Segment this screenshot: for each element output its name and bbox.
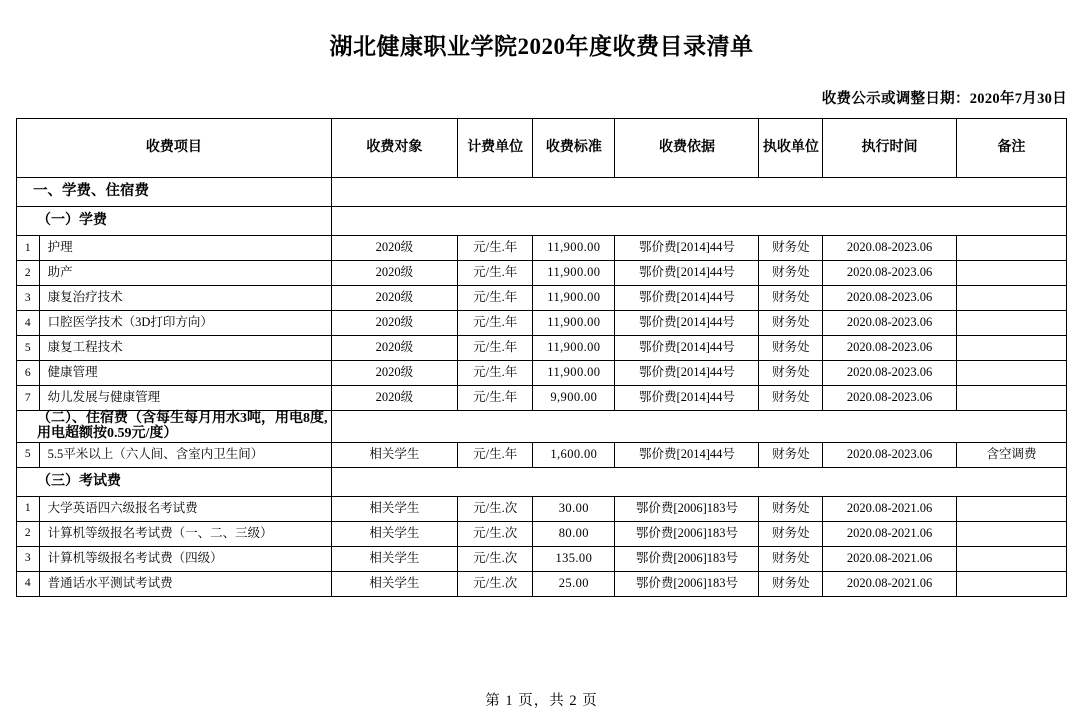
table-row: [17, 261, 1067, 286]
table-body: [17, 178, 1067, 597]
fee-standard: 11,900.00: [533, 286, 615, 311]
fee-object: 相关学生: [331, 521, 457, 546]
fee-standard: 11,900.00: [533, 236, 615, 261]
column-header-time: 执行时间: [823, 119, 957, 178]
fee-standard: 11,900.00: [533, 336, 615, 361]
fee-time: 2020.08-2023.06: [823, 442, 957, 467]
fee-time: 2020.08-2023.06: [823, 386, 957, 411]
fee-item: 健康管理: [39, 361, 331, 386]
fee-unit: 元/生.次: [458, 571, 533, 596]
fee-note: [956, 336, 1066, 361]
fee-object: 相关学生: [331, 496, 457, 521]
column-header-standard: 收费标准: [533, 119, 615, 178]
table-row: [17, 236, 1067, 261]
fee-item: 康复治疗技术: [39, 286, 331, 311]
section-label: （一）学费: [17, 207, 332, 236]
row-index: 1: [17, 236, 40, 261]
fee-time: 2020.08-2023.06: [823, 336, 957, 361]
fee-org: 财务处: [759, 571, 823, 596]
fee-standard: 30.00: [533, 496, 615, 521]
fee-object: 2020级: [331, 336, 457, 361]
row-index: 3: [17, 286, 40, 311]
row-index: 7: [17, 386, 40, 411]
fee-catalog-table: [16, 118, 1067, 597]
fee-basis: 鄂价费[2014]44号: [615, 286, 759, 311]
fee-note: [956, 261, 1066, 286]
row-index: 5: [17, 442, 40, 467]
section-label: （三）考试费: [17, 467, 332, 496]
fee-time: 2020.08-2021.06: [823, 571, 957, 596]
fee-org: 财务处: [759, 336, 823, 361]
fee-note: [956, 521, 1066, 546]
row-index: 5: [17, 336, 40, 361]
fee-unit: 元/生.年: [458, 361, 533, 386]
fee-org: 财务处: [759, 286, 823, 311]
fee-time: 2020.08-2023.06: [823, 286, 957, 311]
fee-org: 财务处: [759, 496, 823, 521]
fee-standard: 9,900.00: [533, 386, 615, 411]
fee-org: 财务处: [759, 546, 823, 571]
fee-object: 2020级: [331, 261, 457, 286]
fee-note: [956, 496, 1066, 521]
fee-basis: 鄂价费[2014]44号: [615, 336, 759, 361]
fee-time: 2020.08-2021.06: [823, 546, 957, 571]
fee-item: 康复工程技术: [39, 336, 331, 361]
fee-note: [956, 286, 1066, 311]
section-blank-cell: [331, 467, 1066, 496]
fee-time: 2020.08-2023.06: [823, 261, 957, 286]
fee-org: 财务处: [759, 261, 823, 286]
fee-object: 2020级: [331, 286, 457, 311]
fee-unit: 元/生.年: [458, 311, 533, 336]
fee-org: 财务处: [759, 521, 823, 546]
subsection-heading-row: [17, 207, 1067, 236]
fee-basis: 鄂价费[2014]44号: [615, 386, 759, 411]
fee-standard: 25.00: [533, 571, 615, 596]
fee-item: 5.5平米以上（六人间、含室内卫生间）: [39, 442, 331, 467]
fee-time: 2020.08-2023.06: [823, 311, 957, 336]
fee-object: 2020级: [331, 361, 457, 386]
fee-unit: 元/生.年: [458, 386, 533, 411]
table-row: [17, 496, 1067, 521]
fee-org: 财务处: [759, 311, 823, 336]
fee-object: 相关学生: [331, 442, 457, 467]
row-index: 4: [17, 571, 40, 596]
fee-standard: 80.00: [533, 521, 615, 546]
fee-unit: 元/生.年: [458, 442, 533, 467]
section-heading-row: [17, 178, 1067, 207]
fee-unit: 元/生.次: [458, 496, 533, 521]
table-row: [17, 442, 1067, 467]
fee-org: 财务处: [759, 236, 823, 261]
fee-standard: 1,600.00: [533, 442, 615, 467]
column-header-item: 收费项目: [17, 119, 332, 178]
fee-time: 2020.08-2023.06: [823, 361, 957, 386]
fee-note: [956, 236, 1066, 261]
fee-basis: 鄂价费[2006]183号: [615, 546, 759, 571]
fee-org: 财务处: [759, 386, 823, 411]
table-row: [17, 336, 1067, 361]
row-index: 1: [17, 496, 40, 521]
column-header-note: 备注: [956, 119, 1066, 178]
fee-standard: 135.00: [533, 546, 615, 571]
section-label: 一、学费、住宿费: [17, 178, 332, 207]
subsection-heading-row: [17, 467, 1067, 496]
fee-object: 2020级: [331, 386, 457, 411]
column-header-basis: 收费依据: [615, 119, 759, 178]
fee-object: 相关学生: [331, 546, 457, 571]
row-index: 2: [17, 261, 40, 286]
fee-org: 财务处: [759, 361, 823, 386]
fee-org: 财务处: [759, 442, 823, 467]
column-header-org: 执收单位: [759, 119, 823, 178]
fee-unit: 元/生.年: [458, 336, 533, 361]
row-index: 4: [17, 311, 40, 336]
fee-unit: 元/生.年: [458, 261, 533, 286]
fee-basis: 鄂价费[2014]44号: [615, 236, 759, 261]
page-footer: 第 1 页，共 2 页: [485, 693, 598, 709]
section-blank-cell: [331, 207, 1066, 236]
fee-note: [956, 571, 1066, 596]
row-index: 6: [17, 361, 40, 386]
fee-basis: 鄂价费[2006]183号: [615, 521, 759, 546]
table-row: [17, 361, 1067, 386]
row-index: 3: [17, 546, 40, 571]
fee-basis: 鄂价费[2006]183号: [615, 496, 759, 521]
row-index: 2: [17, 521, 40, 546]
fee-item: 计算机等级报名考试费（一、二、三级）: [39, 521, 331, 546]
fee-time: 2020.08-2021.06: [823, 496, 957, 521]
column-header-object: 收费对象: [331, 119, 457, 178]
fee-basis: 鄂价费[2014]44号: [615, 311, 759, 336]
table-row: [17, 386, 1067, 411]
fee-unit: 元/生.次: [458, 546, 533, 571]
fee-object: 相关学生: [331, 571, 457, 596]
fee-item: 口腔医学技术（3D打印方向）: [39, 311, 331, 336]
fee-item: 普通话水平测试考试费: [39, 571, 331, 596]
fee-note: [956, 361, 1066, 386]
fee-item: 护理: [39, 236, 331, 261]
section-blank-cell: [331, 178, 1066, 207]
fee-standard: 11,900.00: [533, 311, 615, 336]
table-row: [17, 311, 1067, 336]
page-title: 湖北健康职业学院2020年度收费目录清单: [329, 34, 754, 59]
table-row: [17, 286, 1067, 311]
fee-basis: 鄂价费[2014]44号: [615, 361, 759, 386]
fee-object: 2020级: [331, 236, 457, 261]
fee-item: 幼儿发展与健康管理: [39, 386, 331, 411]
table-row: [17, 546, 1067, 571]
section-label: （二）、住宿费（含每生每月用水3吨，用电8度,用电超额按0.59元/度）: [17, 411, 332, 443]
fee-time: 2020.08-2023.06: [823, 236, 957, 261]
fee-item: 助产: [39, 261, 331, 286]
fee-note: [956, 386, 1066, 411]
table-header: [17, 119, 1067, 178]
section-blank-cell: [331, 411, 1066, 443]
subsection-heading-row: [17, 411, 1067, 443]
fee-basis: 鄂价费[2014]44号: [615, 442, 759, 467]
fee-unit: 元/生.年: [458, 286, 533, 311]
fee-basis: 鄂价费[2014]44号: [615, 261, 759, 286]
fee-standard: 11,900.00: [533, 361, 615, 386]
table-row: [17, 521, 1067, 546]
fee-object: 2020级: [331, 311, 457, 336]
column-header-unit: 计费单位: [458, 119, 533, 178]
fee-item: 大学英语四六级报名考试费: [39, 496, 331, 521]
fee-item: 计算机等级报名考试费（四级）: [39, 546, 331, 571]
fee-time: 2020.08-2021.06: [823, 521, 957, 546]
fee-unit: 元/生.次: [458, 521, 533, 546]
fee-note: [956, 546, 1066, 571]
fee-standard: 11,900.00: [533, 261, 615, 286]
document-page: [0, 28, 1083, 722]
table-row: [17, 571, 1067, 596]
publish-date-note: 收费公示或调整日期：2020年7月30日: [821, 91, 1067, 107]
fee-note: [956, 311, 1066, 336]
fee-basis: 鄂价费[2006]183号: [615, 571, 759, 596]
fee-note: 含空调费: [956, 442, 1066, 467]
fee-unit: 元/生.年: [458, 236, 533, 261]
